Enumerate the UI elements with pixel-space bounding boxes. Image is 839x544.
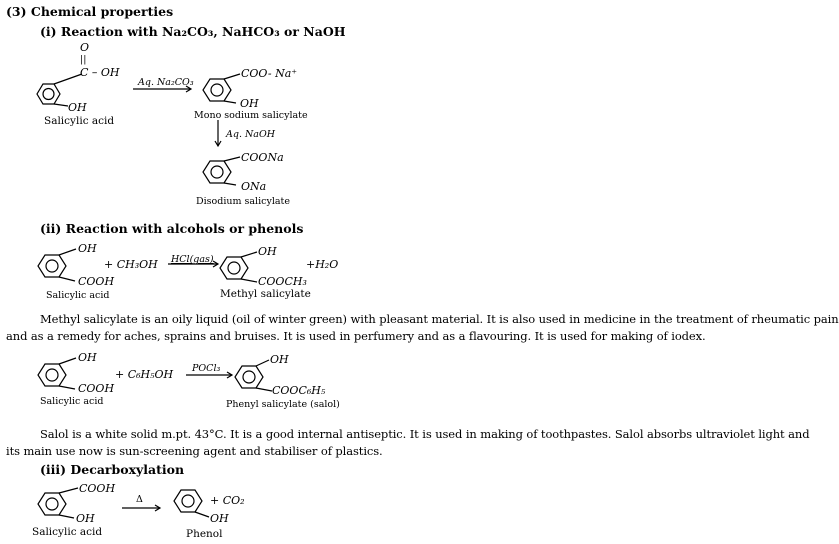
methyl-salicylate-paragraph-line-1: Methyl salicylate is an oily liquid (oil of winter green) with pleasant material. It is also used in medicine in the treatment of rheumatic pain <box>40 312 839 326</box>
subsection-heading-2: (ii) Reaction with alcohols or phenols <box>40 221 304 236</box>
decarb-salicylic-label: Salicylic acid <box>32 526 103 538</box>
methyl-salicylate-paragraph-line-2: and as a remedy for aches, sprains and bruises. It is used in perfumery and as a flavouring. It is used for making of iodex. <box>6 329 706 343</box>
benzene-ring-phenol <box>174 490 202 512</box>
plus-methanol: + CH₃OH <box>104 258 158 271</box>
benzene-ring-salicylic-1 <box>37 84 60 104</box>
plus-co2: + CO₂ <box>210 494 245 507</box>
product1-oh: OH <box>240 97 259 110</box>
ona-group: ONa <box>241 180 267 193</box>
bond-cooh <box>54 74 82 84</box>
benzene-ring-salicylic-2 <box>38 255 66 277</box>
salol-paragraph-line-2: its main use now is sun-screening agent and stabiliser of plastics. <box>6 444 383 458</box>
r1-oh: OH <box>78 242 97 255</box>
plus-phenol: + C₆H₅OH <box>115 368 174 381</box>
coo-na-group: COO- Na⁺ <box>241 67 298 80</box>
r1-cooh: COOH <box>78 275 115 288</box>
benzene-ring-salicylic-4 <box>38 493 66 515</box>
reagent-pocl3: POCl₃ <box>192 363 221 374</box>
phenol-oh: OH <box>210 512 229 525</box>
salol-paragraph-line-1: Salol is a white solid m.pt. 43°C. It is a good internal antiseptic. It is used in making of toothpastes. Salol absorbs ultraviolet light and <box>40 427 810 441</box>
decarb-cooh: COOH <box>79 482 116 495</box>
subsection-heading-1: (i) Reaction with Na₂CO₃, NaHCO₃ or NaOH <box>40 24 346 39</box>
double-bond-mark: || <box>80 54 87 65</box>
subsection-heading-3: (iii) Decarboxylation <box>40 462 185 477</box>
benzene-ring-salicylic-3 <box>38 364 66 386</box>
phenyl-salicylate-label: Phenyl salicylate (salol) <box>226 399 340 410</box>
reagent-na2co3: Aq. Na₂CO₃ <box>138 77 194 88</box>
salicylic-acid-label: Salicylic acid <box>44 115 115 127</box>
heat-symbol: Δ <box>136 494 143 505</box>
disodium-salicylate-label: Disodium salicylate <box>196 196 290 207</box>
reagent-hcl: HCl(gas) <box>171 254 214 265</box>
decarb-oh: OH <box>76 512 95 525</box>
benzene-ring-salol <box>235 366 263 388</box>
oh-group: OH <box>68 101 87 114</box>
cooc6h5-group: COOC₆H₅ <box>272 384 326 397</box>
r2-salicylic-label: Salicylic acid <box>40 396 104 407</box>
benzene-ring-disodium <box>203 161 231 183</box>
cooh-group: C – OH <box>80 66 120 79</box>
p1-oh: OH <box>258 245 277 258</box>
r2-cooh: COOH <box>78 382 115 395</box>
section-heading: (3) Chemical properties <box>6 4 174 19</box>
r1-salicylic-label: Salicylic acid <box>46 290 110 301</box>
plus-water: +H₂O <box>306 258 339 271</box>
methyl-salicylate-label: Methyl salicylate <box>220 288 311 300</box>
p2-oh: OH <box>270 353 289 366</box>
phenol-label: Phenol <box>186 528 223 540</box>
bond-oh <box>54 104 68 106</box>
benzene-ring-mono-sodium <box>203 79 231 101</box>
coona-group: COONa <box>241 151 284 164</box>
reagent-naoh: Aq. NaOH <box>226 129 276 140</box>
benzene-ring-methyl-salicylate <box>220 257 248 279</box>
r2-oh: OH <box>78 351 97 364</box>
carbonyl-o: O <box>80 41 90 54</box>
cooch3-group: COOCH₃ <box>258 275 307 288</box>
mono-sodium-salicylate-label: Mono sodium salicylate <box>194 110 308 121</box>
